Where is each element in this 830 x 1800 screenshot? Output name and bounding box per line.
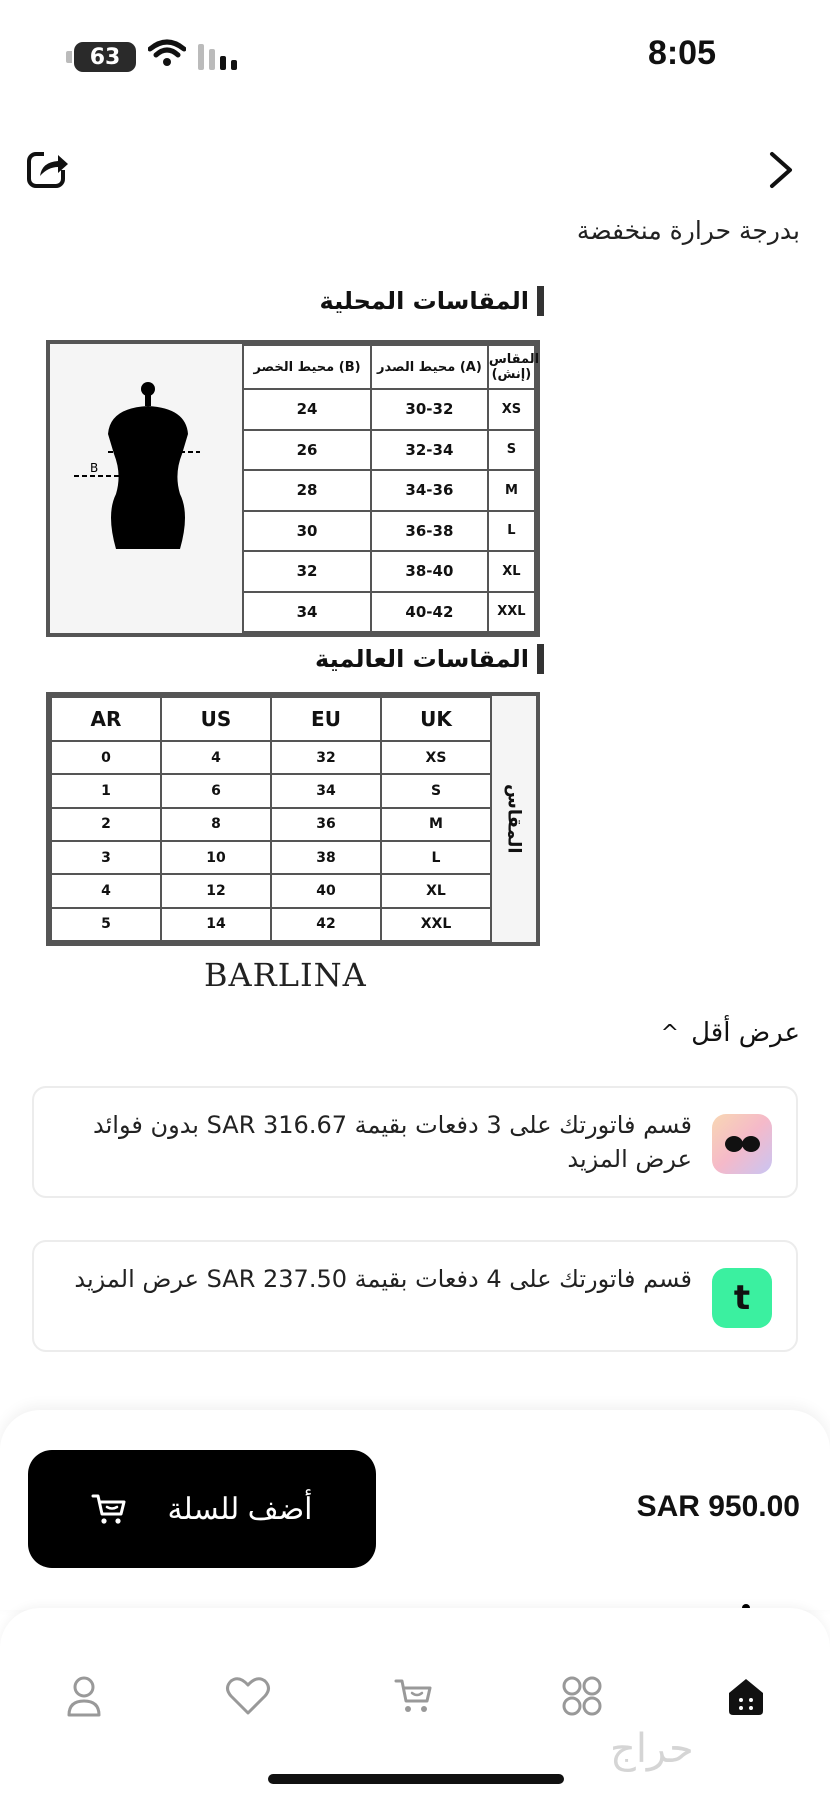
local-sizes-title: المقاسات المحلية [320,286,544,316]
share-icon[interactable] [26,146,70,190]
label-a: A [176,435,185,449]
bust-header: محيط الصدر (A) [371,345,488,389]
home-indicator [268,1774,564,1784]
product-description: بدرجة حرارة منخفضة [576,216,800,245]
signal-icon [198,44,242,70]
table-row: 24 30-32 XS [243,389,535,430]
battery-indicator: 63 [74,42,136,72]
local-size-table-box [46,340,540,637]
tamara-logo-icon [712,1114,772,1174]
table-row: 28 34-36 M [243,470,535,511]
international-size-table-box [46,692,540,946]
tab-home[interactable] [722,1672,770,1720]
tab-cart[interactable] [390,1672,438,1720]
back-chevron-icon[interactable] [764,148,796,192]
show-less-label: عرض أقل [691,1018,800,1048]
clock: 8:05 [647,34,716,72]
chevron-up-icon: ^ [660,1020,680,1046]
home-icon [725,1675,767,1717]
table-row: 26 32-34 S [243,430,535,471]
local-size-table [242,344,540,633]
tabby-installment-card[interactable] [32,1240,798,1352]
bottom-tab-bar [0,1608,830,1800]
tabby-installment-text: قسم فاتورتك على 4 دفعات بقيمة SAR 237.50 عرض المزيد [74,1265,692,1293]
table-row: 32 38-40 XL [243,551,535,592]
heart-icon [225,1676,271,1716]
size-header: المقاس (إنش) [488,345,535,389]
mannequin-illustration [50,344,246,633]
waist-header: محيط الخصر (B) [243,345,371,389]
status-bar [0,0,830,110]
product-price: SAR 950.00 [636,1490,800,1523]
tabby-logo-icon: t [712,1268,772,1328]
table-row: 2 8 36 M [51,808,491,841]
size-side-label: المقاس [503,784,525,854]
cart-icon [394,1677,434,1715]
add-to-cart-label: أضف للسلة [167,1492,313,1526]
international-size-table: AR US EU UK 0 4 32 XS 1 6 34 S 2 8 36 M 3 10 38 L 4 12 40 XL 5 14 42 XXL [50,696,492,942]
tab-wishlist[interactable] [224,1672,272,1720]
tamara-installment-card[interactable] [32,1086,798,1198]
table-row: 34 40-42 XXL [243,592,535,633]
tab-categories[interactable] [558,1672,606,1720]
add-to-cart-button[interactable] [28,1450,376,1568]
purchase-bar [0,1410,830,1610]
table-row: 5 14 42 XXL [51,908,491,941]
brand-logo: BARLINA [204,956,367,994]
table-row: 3 10 38 L [51,841,491,874]
table-row: 1 6 34 S [51,774,491,807]
categories-icon [561,1675,603,1717]
label-b: B [90,461,99,475]
tab-account[interactable] [60,1672,108,1720]
table-row: 4 12 40 XL [51,874,491,907]
wifi-icon [148,38,186,68]
watermark-logo: حراج [610,1726,694,1772]
table-row: 30 36-38 L [243,511,535,552]
tamara-installment-text: قسم فاتورتك على 3 دفعات بقيمة SAR 316.67 بدون فوائد عرض المزيد [93,1111,692,1173]
account-icon [66,1675,102,1717]
table-row: 0 4 32 XS [51,741,491,774]
show-less-toggle[interactable] [661,1018,800,1048]
cart-icon [91,1492,127,1526]
international-sizes-title: المقاسات العالمية [315,644,544,674]
